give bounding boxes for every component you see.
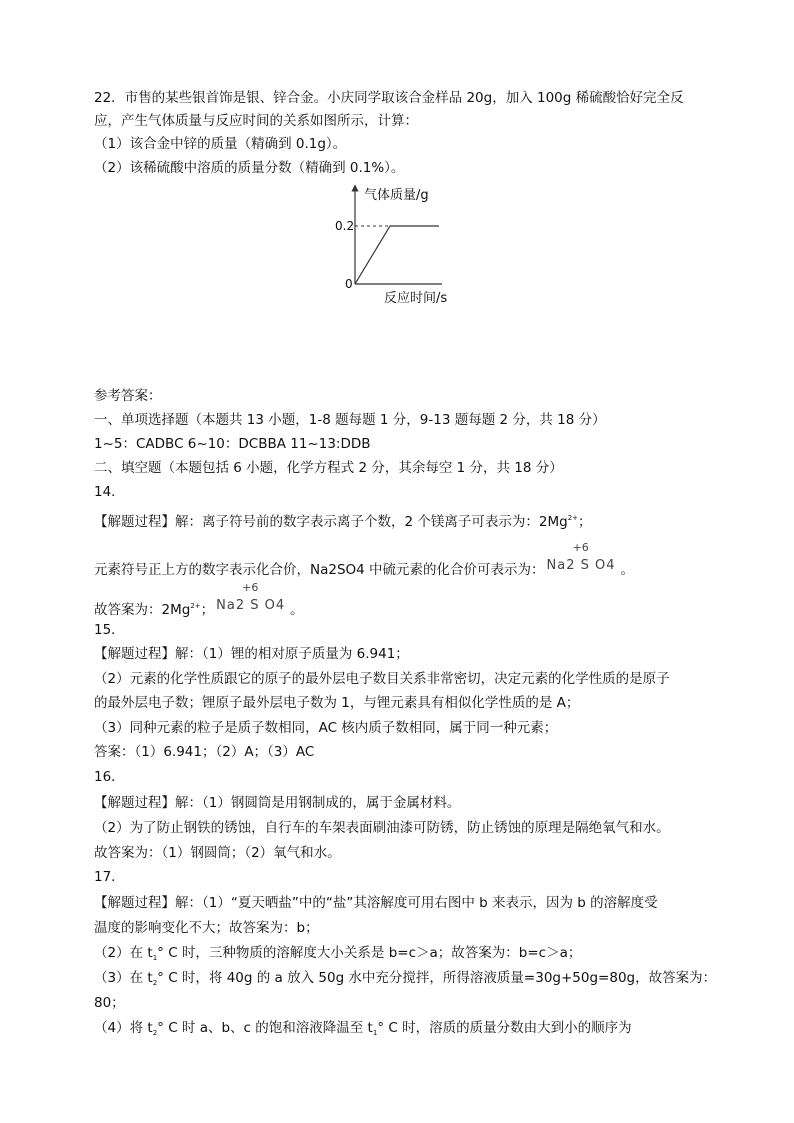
- q15-line-1: 【解题过程】解：（1）锂的相对原子质量为 6.941；: [94, 646, 409, 662]
- section-1-title: 一、单项选择题（本题共 13 小题，1-8 题每题 1 分，9-13 题每题 2 分，共 18 分）: [94, 412, 606, 428]
- q16-line-1: 【解题过程】解：（1）钢圆筒是用钢制成的，属于金属材料。: [94, 795, 461, 811]
- x-axis-label: 反应时间/s: [384, 291, 448, 306]
- q14-line-1: 【解题过程】解：离子符号前的数字表示离子个数，2 个镁离子可表示为：$2Mg^{2+}$；: [94, 514, 592, 530]
- sulfur-valence-formula-answer: +6 Na2 S O4: [216, 581, 286, 613]
- gas-mass-chart: [320, 184, 450, 308]
- q15-line-2: （2）元素的化学性质跟它的原子的最外层电子数目关系非常密切，决定元素的化学性质的是原子: [94, 671, 670, 687]
- q17-line-3: （2）在 $t_1^\circ$ C 时，三种物质的溶解度大小关系是 b=c＞a；故答案为：b=c＞a；: [94, 945, 582, 962]
- y-tick-label: 0.2: [335, 219, 355, 233]
- q15-number: 15．: [94, 622, 125, 638]
- question-22-line-2: 应，产生气体质量与反应时间的关系如图所示，计算：: [94, 113, 418, 129]
- q17-line-1: 【解题过程】解：（1）“夏天晒盐”中的“盐”其溶解度可用右图中 b 来表示，因为 b 的溶解度受: [94, 895, 658, 911]
- y-axis-label: 气体质量/g: [364, 188, 429, 203]
- q17-line-5: 80；: [94, 995, 125, 1011]
- q14-number: 14．: [94, 484, 125, 500]
- q15-line-3: 的最外层电子数；锂原子最外层电子数为 1，与锂元素具有相似化学性质的是 A；: [94, 695, 580, 711]
- series-line: [355, 226, 439, 284]
- q17-line-2: 温度的影响变化不大；故答案为：b；: [94, 920, 319, 936]
- section-1-answers: 1~5：CADBC 6~10：DCBBA 11~13:DDB: [94, 436, 371, 452]
- question-22-line-1: 22．市售的某些银首饰是银、锌合金。小庆同学取该合金样品 20g，加入 100g 稀硫酸恰好完全反: [94, 90, 684, 106]
- q14-answer: 故答案为：$2Mg^{2+}$； +6 Na2 S O4 。: [94, 581, 304, 618]
- q16-answer: 故答案为：（1）钢圆筒；（2）氧气和水。: [94, 845, 341, 861]
- q15-line-4: （3）同种元素的粒子是质子数相同，AC 核内质子数相同，属于同一种元素；: [94, 720, 558, 736]
- q17-line-6: （4）将 $t_2^\circ$ C 时 a、b、c 的饱和溶液降温至 $t_1^\circ$ C 时，溶质的质量分数由大到小的顺序为: [94, 1020, 632, 1037]
- q16-number: 16．: [94, 769, 125, 785]
- question-22-sub-1: （1）该合金中锌的质量（精确到 0.1g）。: [94, 136, 347, 152]
- q17-line-4: （3）在 $t_2^\circ$ C 时，将 40g 的 a 放入 50g 水中充分搅拌，所得溶液质量=30g+50g=80g，故答案为：: [94, 970, 717, 987]
- q16-line-2: （2）为了防止钢铁的锈蚀，自行车的车架表面刷油漆可防锈，防止锈蚀的原理是隔绝氧气和水。: [94, 820, 670, 836]
- origin-label: 0: [345, 277, 353, 291]
- sulfur-valence-formula: +6 Na2 S O4: [546, 541, 616, 573]
- q17-number: 17．: [94, 869, 125, 885]
- section-2-title: 二、填空题（本题包括 6 小题，化学方程式 2 分，其余每空 1 分，共 18 分）: [94, 460, 563, 476]
- q15-answer: 答案：（1）6.941；（2）A；（3）AC: [94, 744, 315, 760]
- answers-heading: 参考答案：: [94, 388, 162, 404]
- question-22-sub-2: （2）该稀硫酸中溶质的质量分数（精确到 0.1%）。: [94, 160, 405, 176]
- q14-line-2: 元素符号正上方的数字表示化合价，Na2SO4 中硫元素的化合价可表示为： +6 Na2 S O4 。: [94, 541, 635, 578]
